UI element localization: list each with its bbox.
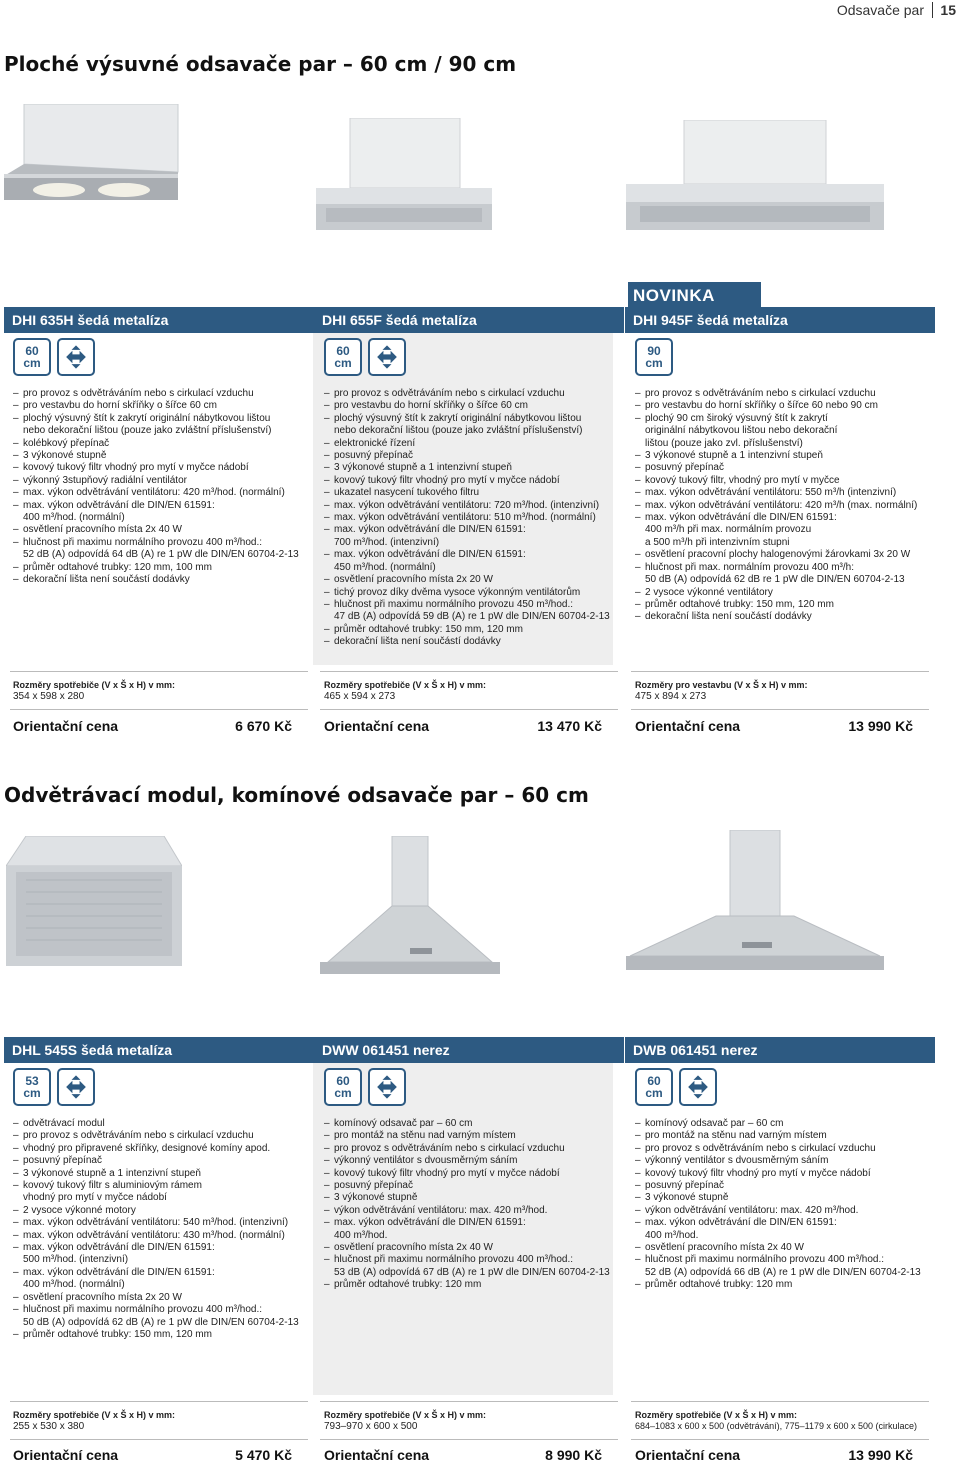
- dimensions-value: 684–1083 x 600 x 500 (odvětrávání), 775–1179 x 600 x 500 (cirkulace): [635, 1421, 918, 1431]
- feature-item: – dekorační lišta není součástí dodávky: [324, 636, 618, 648]
- feature-item: – max. výkon odvětrávání ventilátoru: 510 m³/hod. (normální): [324, 512, 618, 524]
- feature-item: – kovový tukový filtr vhodný pro mytí v myčce nádobí: [324, 1168, 618, 1180]
- separator: [320, 709, 618, 710]
- feature-item: – pro provoz s odvětráváním nebo s cirkulací vzduchu: [13, 388, 307, 400]
- feature-item: – posuvný přepínač: [324, 1180, 618, 1192]
- exhaust-recirculation-icon: [368, 1068, 406, 1106]
- feature-item: 400 m³/h při max. normálním provozu: [645, 524, 812, 536]
- feature-item: – posuvný přepínač: [13, 1155, 307, 1167]
- feature-item: – pro vestavbu do horní skříňky o šířce 60 cm: [13, 400, 307, 412]
- dimensions-label: Rozměry spotřebiče (V x Š x H) v mm:: [324, 680, 487, 690]
- price-value: 13 470 Kč: [537, 718, 602, 734]
- model-bar: DWW 061451 nerez: [314, 1037, 624, 1063]
- model-bar: DHI 635H šedá metalíza: [4, 307, 314, 333]
- feature-item: – hlučnost při maximu normálního provozu 400 m³/hod.:: [635, 1254, 929, 1266]
- feature-item: – komínový odsavač par – 60 cm: [324, 1118, 618, 1130]
- model-bar: DHL 545S šedá metalíza: [4, 1037, 314, 1063]
- feature-list: [13, 388, 307, 587]
- feature-item: – 3 výkonové stupně a 1 intenzivní stupeň: [324, 462, 618, 474]
- page-number: 15: [940, 2, 956, 18]
- feature-item: – 3 výkonové stupně a 1 intenzivní stupeň: [635, 450, 929, 462]
- feature-item: – max. výkon odvětrávání dle DIN/EN 61591:: [635, 1217, 929, 1229]
- feature-item: – odvětrávací modul: [13, 1118, 307, 1130]
- section-name: Odsavače par: [836, 2, 924, 18]
- width-size-icon: 53 cm: [13, 1068, 51, 1106]
- dimensions-label: Rozměry pro vestavbu (V x Š x H) v mm:: [635, 680, 808, 690]
- model-bar: DHI 945F šedá metalíza: [625, 307, 935, 333]
- feature-icons: [13, 338, 95, 376]
- feature-item: – max. výkon odvětrávání dle DIN/EN 61591:: [635, 512, 929, 524]
- feature-item: – výkon odvětrávání ventilátoru: max. 420 m³/hod.: [324, 1205, 618, 1217]
- feature-item: – výkonný 3stupňový radiální ventilátor: [13, 475, 307, 487]
- dimensions-value: 354 x 598 x 280: [13, 691, 85, 702]
- dimensions-label: Rozměry spotřebiče (V x Š x H) v mm:: [324, 1410, 487, 1420]
- novinka-badge: NOVINKA: [628, 282, 761, 308]
- feature-list: [635, 1118, 929, 1292]
- feature-item: – průměr odtahové trubky: 150 mm, 120 mm: [324, 624, 618, 636]
- dimensions-value: 793–970 x 600 x 500: [324, 1421, 418, 1432]
- feature-icons: [324, 338, 406, 376]
- model-bar: DWB 061451 nerez: [625, 1037, 935, 1063]
- feature-item: – kovový tukový filtr vhodný pro mytí v myčce nádobí: [13, 462, 307, 474]
- feature-item: 700 m³/hod. (intenzivní): [334, 536, 440, 548]
- feature-item: – kovový tukový filtr vhodný pro mytí v myčce nádobí: [324, 475, 618, 487]
- feature-item: – osvětlení pracovního místa 2x 40 W: [324, 1242, 618, 1254]
- feature-item: – posuvný přepínač: [635, 462, 929, 474]
- feature-item: – 3 výkonové stupně: [635, 1192, 929, 1204]
- feature-item: lištou (pouze jako zvl. příslušenství): [645, 437, 803, 449]
- dimensions-label: Rozměry spotřebiče (V x Š x H) v mm:: [13, 1410, 176, 1420]
- feature-item: – výkon odvětrávání ventilátoru: max. 420 m³/hod.: [635, 1205, 929, 1217]
- feature-item: – pro provoz s odvětráváním nebo s cirkulací vzduchu: [635, 388, 929, 400]
- product-photo-dww061451: [314, 836, 506, 986]
- feature-item: – průměr odtahové trubky: 120 mm, 100 mm: [13, 562, 307, 574]
- feature-item: nebo dekorační lištou (pouze jako zvláštní příslušenství): [23, 425, 272, 437]
- feature-item: – max. výkon odvětrávání ventilátoru: 550 m³/h (intenzivní): [635, 487, 929, 499]
- feature-item: – max. výkon odvětrávání ventilátoru: 420 m³/hod. (normální): [13, 487, 307, 499]
- feature-item: – max. výkon odvětrávání dle DIN/EN 61591:: [324, 524, 618, 536]
- feature-item: – max. výkon odvětrávání dle DIN/EN 61591:: [324, 549, 618, 561]
- feature-item: – hlučnost při maximu normálního provozu 400 m³/hod.:: [324, 1254, 618, 1266]
- feature-item: – průměr odtahové trubky: 120 mm: [324, 1279, 618, 1291]
- feature-item: – elektronické řízení: [324, 438, 618, 450]
- exhaust-recirculation-icon: [57, 338, 95, 376]
- feature-item: – 3 výkonové stupně: [13, 450, 307, 462]
- width-size-icon: 60 cm: [324, 338, 362, 376]
- feature-item: – pro provoz s odvětráváním nebo s cirkulací vzduchu: [13, 1130, 307, 1142]
- feature-item: – plochý výsuvný štít k zakrytí originální nábytkovou lištou: [13, 413, 307, 425]
- feature-list: [324, 1118, 618, 1292]
- separator: [10, 671, 308, 672]
- separator: [10, 1401, 308, 1402]
- separator: [320, 1401, 618, 1402]
- feature-item: 50 dB (A) odpovídá 62 dB (A) re 1 pW dle DIN/EN 60704-2-13: [23, 1316, 299, 1328]
- feature-item: 450 m³/hod. (normální): [334, 561, 436, 573]
- product-photo-dhl545s: [6, 836, 182, 966]
- width-size-icon: 90 cm: [635, 338, 673, 376]
- feature-item: 53 dB (A) odpovídá 67 dB (A) re 1 pW dle DIN/EN 60704-2-13: [334, 1266, 610, 1278]
- feature-item: – posuvný přepínač: [635, 1180, 929, 1192]
- feature-item: – max. výkon odvětrávání ventilátoru: 720 m³/hod. (intenzivní): [324, 500, 618, 512]
- feature-item: 500 m³/hod. (intenzivní): [23, 1254, 129, 1266]
- product-photo-dhi635h: [4, 104, 184, 200]
- exhaust-recirculation-icon: [57, 1068, 95, 1106]
- feature-icons: [324, 1068, 406, 1106]
- feature-item: – komínový odsavač par – 60 cm: [635, 1118, 929, 1130]
- price-label: Orientační cena: [13, 718, 119, 734]
- feature-item: – hlučnost při maximu normálního provozu 400 m³/hod.:: [13, 1304, 307, 1316]
- price-value: 13 990 Kč: [848, 1447, 913, 1463]
- feature-item: – 2 vysoce výkonné ventilátory: [635, 587, 929, 599]
- feature-item: – výkonný ventilátor s dvousměrným sáním: [324, 1155, 618, 1167]
- feature-item: – max. výkon odvětrávání ventilátoru: 540 m³/hod. (intenzivní): [13, 1217, 307, 1229]
- feature-item: – plochý výsuvný štít k zakrytí originální nábytkovou lištou: [324, 413, 618, 425]
- feature-item: – 3 výkonové stupně: [324, 1192, 618, 1204]
- price-value: 8 990 Kč: [545, 1447, 602, 1463]
- price-label: Orientační cena: [324, 1447, 430, 1463]
- feature-item: – průměr odtahové trubky: 150 mm, 120 mm: [13, 1329, 307, 1341]
- separator: [631, 671, 929, 672]
- feature-item: – max. výkon odvětrávání dle DIN/EN 61591:: [324, 1217, 618, 1229]
- feature-item: originální nábytkovou lištou nebo dekorační: [645, 425, 838, 437]
- section1-title: Ploché výsuvné odsavače par – 60 cm / 90 cm: [4, 52, 517, 76]
- dimensions-value: 255 x 530 x 380: [13, 1421, 85, 1432]
- feature-icons: [635, 1068, 717, 1106]
- separator: [10, 1439, 308, 1440]
- product-photo-dhi945f: [626, 120, 884, 230]
- product-photo-dwb061451: [626, 830, 886, 980]
- price-value: 13 990 Kč: [848, 718, 913, 734]
- feature-item: – průměr odtahové trubky: 150 mm, 120 mm: [635, 599, 929, 611]
- separator: [10, 709, 308, 710]
- feature-item: 47 dB (A) odpovídá 59 dB (A) re 1 pW dle DIN/EN 60704-2-13: [334, 611, 610, 623]
- width-size-icon: 60 cm: [635, 1068, 673, 1106]
- feature-item: 400 m³/hod. (normální): [23, 1279, 125, 1291]
- feature-item: – max. výkon odvětrávání dle DIN/EN 61591:: [13, 1267, 307, 1279]
- feature-item: – max. výkon odvětrávání ventilátoru: 420 m³/h (max. normální): [635, 500, 929, 512]
- section2-title: Odvětrávací modul, komínové odsavače par – 60 cm: [4, 783, 589, 807]
- feature-item: – 3 výkonové stupně a 1 intenzivní stupeň: [13, 1168, 307, 1180]
- dimensions-value: 475 x 894 x 273: [635, 691, 707, 702]
- price-label: Orientační cena: [324, 718, 430, 734]
- feature-item: – dekorační lišta není součástí dodávky: [13, 574, 307, 586]
- width-size-icon: 60 cm: [13, 338, 51, 376]
- feature-item: – osvětlení pracovního místa 2x 40 W: [13, 524, 307, 536]
- header-divider: [932, 2, 933, 18]
- exhaust-recirculation-icon: [679, 1068, 717, 1106]
- feature-item: 400 m³/hod.: [645, 1229, 699, 1241]
- page-header: [760, 0, 960, 22]
- feature-item: – dekorační lišta není součástí dodávky: [635, 611, 929, 623]
- feature-item: – pro vestavbu do horní skříňky o šířce 60 nebo 90 cm: [635, 400, 929, 412]
- price-value: 5 470 Kč: [235, 1447, 292, 1463]
- separator: [631, 1401, 929, 1402]
- feature-item: vhodný pro mytí v myčce nádobí: [23, 1192, 167, 1204]
- feature-item: – osvětlení pracovního místa 2x 20 W: [13, 1292, 307, 1304]
- feature-icons: [635, 338, 673, 376]
- feature-item: – osvětlení pracovní plochy halogenovými žárovkami 3x 20 W: [635, 549, 929, 561]
- feature-item: 52 dB (A) odpovídá 66 dB (A) re 1 pW dle DIN/EN 60704-2-13: [645, 1266, 921, 1278]
- feature-item: – 2 vysoce výkonné motory: [13, 1205, 307, 1217]
- exhaust-recirculation-icon: [368, 338, 406, 376]
- feature-list: [324, 388, 618, 649]
- feature-item: – kovový tukový filtr vhodný pro mytí v myčce nádobí: [635, 1168, 929, 1180]
- feature-item: – hlučnost při max. normálním provozu 400 m³/h:: [635, 562, 929, 574]
- feature-item: – pro provoz s odvětráváním nebo s cirkulací vzduchu: [324, 388, 618, 400]
- dimensions-label: Rozměry spotřebiče (V x Š x H) v mm:: [13, 680, 176, 690]
- feature-item: – pro montáž na stěnu nad varným místem: [324, 1130, 618, 1142]
- feature-item: – osvětlení pracovního místa 2x 40 W: [635, 1242, 929, 1254]
- width-size-icon: 60 cm: [324, 1068, 362, 1106]
- feature-list: [13, 1118, 307, 1341]
- feature-item: – max. výkon odvětrávání dle DIN/EN 61591:: [13, 500, 307, 512]
- feature-item: 52 dB (A) odpovídá 64 dB (A) re 1 pW dle DIN/EN 60704-2-13: [23, 549, 299, 561]
- feature-item: – vhodný pro připravené skříňky, designové komíny apod.: [13, 1143, 307, 1155]
- feature-item: – pro provoz s odvětráváním nebo s cirkulací vzduchu: [324, 1143, 618, 1155]
- feature-item: 400 m³/hod.: [334, 1229, 388, 1241]
- feature-item: 50 dB (A) odpovídá 62 dB re 1 pW dle DIN/EN 60704-2-13: [645, 574, 905, 586]
- price-value: 6 670 Kč: [235, 718, 292, 734]
- feature-item: – hlučnost při maximu normálního provozu 400 m³/hod.:: [13, 537, 307, 549]
- feature-item: a 500 m³/h při intenzivním stupni: [645, 536, 790, 548]
- price-label: Orientační cena: [635, 718, 741, 734]
- price-label: Orientační cena: [635, 1447, 741, 1463]
- feature-list: [635, 388, 929, 624]
- feature-item: – plochý 90 cm široký výsuvný štít k zakrytí: [635, 413, 929, 425]
- feature-item: – ukazatel nasycení tukového filtru: [324, 487, 618, 499]
- feature-item: – hlučnost při maximu normálního provozu 450 m³/hod.:: [324, 599, 618, 611]
- product-photo-dhi655f: [316, 118, 492, 230]
- feature-item: – pro vestavbu do horní skříňky o šířce 60 cm: [324, 400, 618, 412]
- feature-item: – průměr odtahové trubky: 120 mm: [635, 1279, 929, 1291]
- model-bar: DHI 655F šedá metalíza: [314, 307, 624, 333]
- separator: [320, 671, 618, 672]
- feature-item: – výkonný ventilátor s dvousměrným sáním: [635, 1155, 929, 1167]
- feature-item: – kovový tukový filtr s aluminiovým rámem: [13, 1180, 307, 1192]
- feature-item: – pro montáž na stěnu nad varným místem: [635, 1130, 929, 1142]
- feature-item: – osvětlení pracovního místa 2x 20 W: [324, 574, 618, 586]
- price-label: Orientační cena: [13, 1447, 119, 1463]
- separator: [631, 709, 929, 710]
- feature-item: – pro provoz s odvětráváním nebo s cirkulací vzduchu: [635, 1143, 929, 1155]
- feature-item: – posuvný přepínač: [324, 450, 618, 462]
- feature-item: – tichý provoz díky dvěma vysoce výkonným ventilátorům: [324, 587, 618, 599]
- separator: [631, 1439, 929, 1440]
- feature-item: – max. výkon odvětrávání ventilátoru: 430 m³/hod. (normální): [13, 1230, 307, 1242]
- feature-item: nebo dekorační lištou (pouze jako zvláštní příslušenství): [334, 425, 583, 437]
- separator: [320, 1439, 618, 1440]
- feature-icons: [13, 1068, 95, 1106]
- dimensions-value: 465 x 594 x 273: [324, 691, 396, 702]
- feature-item: 400 m³/hod. (normální): [23, 512, 125, 524]
- feature-item: – kovový tukový filtr, vhodný pro mytí v myčce: [635, 475, 929, 487]
- dimensions-label: Rozměry spotřebiče (V x Š x H) v mm:: [635, 1410, 798, 1420]
- feature-item: – kolébkový přepínač: [13, 438, 307, 450]
- feature-item: – max. výkon odvětrávání dle DIN/EN 61591:: [13, 1242, 307, 1254]
